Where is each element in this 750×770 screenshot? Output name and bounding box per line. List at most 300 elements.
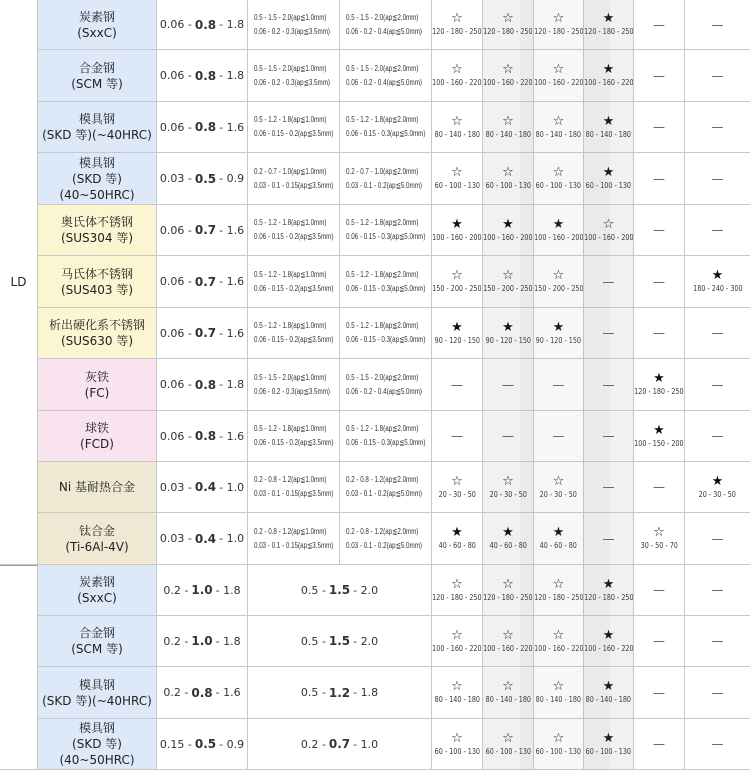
feed-max: - 1.6 [219,326,245,340]
feed-recommended: 1.0 [191,634,213,648]
grade-cell [685,256,750,308]
cutting-speed: 20 - 30 - 50 [489,489,527,499]
star-filled-icon: ★ [711,473,724,489]
grade-cell [483,102,534,153]
depth-of-cut-cell [248,565,432,616]
grade-cell [584,0,634,50]
feed-cell [157,719,248,770]
grade-cell [534,513,584,565]
feed-max: - 1.6 [219,429,245,443]
material-name: 马氏体不锈钢 [60,266,133,281]
feed-min: 0.06 - [159,429,192,443]
feed-cell [157,411,248,462]
cutting-speed: 100 - 160 - 200 [432,232,482,242]
material-name: 模具钢 [78,677,115,692]
star-filled-icon: ★ [552,319,565,335]
dash-icon: — [711,429,724,443]
depth-of-cut-cell-b [340,513,432,565]
feed-recommended: 0.8 [194,17,217,32]
cutting-speed: 90 - 120 - 150 [485,335,531,345]
material-spec: (SKD 等)(40~50HRC) [59,171,135,202]
depth-line: 0.03 - 0.1 - 0.2(ap≦5.0mm) [346,540,422,550]
dash-icon: — [653,480,665,494]
depth-of-cut-cell [248,616,432,667]
depth-of-cut-cell-a [248,411,340,462]
star-outline-icon: ☆ [552,11,565,26]
grade-cell [584,102,634,153]
grade-cell [634,719,685,770]
depth-line: 0.2 - 0.7 - 1.0(ap≦2.0mm) [346,166,419,176]
star-outline-icon: ☆ [552,113,565,129]
depth-of-cut-cell-a [248,153,340,205]
dash-icon: — [602,326,615,340]
feed-max: - 1.8 [219,18,245,31]
depth-min: 0.5 - [300,686,326,699]
star-outline-icon: ☆ [451,679,463,694]
feed-cell [157,513,248,565]
cutting-speed: 60 - 100 - 130 [585,746,632,756]
grade-cell [534,462,584,513]
grade-cell [483,359,534,411]
depth-of-cut-cell-a [248,256,340,308]
feed-min: 0.03 - [159,532,192,545]
dash-icon: — [602,429,615,443]
material-name: 球铁 [84,421,109,435]
material-spec: (SUS304 等) [60,231,134,245]
star-outline-icon: ☆ [552,730,565,746]
cutting-speed: 20 - 30 - 50 [698,489,737,499]
material-name: 炭素钢 [78,9,115,24]
material-spec: (FC) [84,385,110,400]
star-outline-icon: ☆ [451,473,463,489]
depth-max: - 2.0 [353,583,379,597]
grade-cell [584,411,634,462]
material-cell [38,205,157,256]
grade-cell [584,719,634,770]
feed-max: - 1.6 [219,223,245,237]
star-outline-icon: ☆ [502,11,514,26]
material-cell [38,50,157,102]
grade-cell [432,411,483,462]
feed-cell [157,0,248,50]
star-outline-icon: ☆ [451,165,463,180]
material-name: 炭素钢 [78,575,115,589]
star-outline-icon: ☆ [552,62,565,77]
feed-min: 0.2 - [163,583,189,597]
grade-cell [432,616,483,667]
cutting-speed: 40 - 60 - 80 [489,541,527,550]
cutting-speed: 150 - 200 - 250 [534,284,584,293]
dash-icon: — [653,685,665,700]
depth-of-cut-cell [248,667,432,719]
cutting-speed: 100 - 160 - 220 [483,78,533,87]
grade-cell [685,153,750,205]
grade-cell [685,513,750,565]
grade-cell [634,565,685,616]
grade-cell [584,462,634,513]
feed-min: 0.06 - [159,326,192,340]
cutting-speed: 100 - 160 - 200 [584,232,634,242]
star-outline-icon: ☆ [502,679,514,694]
dash-icon: — [653,583,665,597]
material-spec: (SxxC) [77,25,117,40]
grade-cell [685,667,750,719]
feed-min: 0.06 - [159,275,192,288]
depth-line: 0.5 - 1.2 - 1.8(ap≦2.0mm) [346,424,419,433]
dash-icon: — [653,326,665,340]
depth-of-cut-cell-a [248,308,340,359]
group-label-cell [0,0,38,565]
grade-cell [634,153,685,205]
material-cell [38,667,157,719]
grade-cell [584,359,634,411]
feed-recommended: 0.7 [194,223,217,237]
feed-cell [157,565,248,616]
dash-icon: — [552,429,565,443]
dash-icon: — [653,17,665,32]
material-name: 合金钢 [78,626,115,640]
material-spec: (FCD) [80,437,114,451]
grade-cell [584,667,634,719]
grade-cell [432,462,483,513]
grade-cell [584,513,634,565]
grade-cell [432,719,483,770]
dash-icon: — [711,17,724,32]
grade-cell [634,359,685,411]
star-filled-icon: ★ [451,319,463,335]
star-filled-icon: ★ [502,319,514,335]
star-filled-icon: ★ [602,679,615,694]
feed-cell [157,359,248,411]
dash-icon: — [451,377,463,392]
material-spec: (SKD 等)(40~50HRC) [59,737,135,767]
material-name: 析出硬化系不锈钢 [48,318,145,332]
star-outline-icon: ☆ [552,268,565,283]
group-label-cell [0,565,38,770]
cutting-speed: 100 - 160 - 220 [432,643,482,653]
grade-cell [483,667,534,719]
grade-cell [634,513,685,565]
cutting-speed: 150 - 200 - 250 [483,284,533,293]
material-cell [38,411,157,462]
dash-icon: — [711,634,724,648]
depth-line: 0.5 - 1.5 - 2.0(ap≦1.0mm) [254,372,327,382]
feed-cell [157,256,248,308]
cutting-speed: 100 - 160 - 220 [584,643,634,653]
grade-cell [584,616,634,667]
depth-recommended: 1.5 [328,583,351,597]
grade-cell [432,359,483,411]
feed-min: 0.15 - [159,737,192,751]
feed-max: - 1.8 [219,378,245,391]
grade-cell [432,667,483,719]
grade-cell [534,411,584,462]
dash-icon: — [502,377,514,392]
cutting-speed: 150 - 200 - 250 [432,284,482,293]
depth-of-cut-cell-b [340,205,432,256]
material-name: 钛合金 [78,523,115,538]
depth-line: 0.06 - 0.15 - 0.3(ap≦5.0mm) [346,438,426,447]
grade-cell [584,153,634,205]
feed-recommended: 0.8 [191,685,213,700]
depth-line: 0.5 - 1.2 - 1.8(ap≦1.0mm) [254,269,327,279]
depth-recommended: 0.7 [328,737,351,751]
star-filled-icon: ★ [653,371,665,386]
grade-cell [534,616,584,667]
material-cell [38,0,157,50]
grade-cell [432,205,483,256]
depth-line: 0.5 - 1.2 - 1.8(ap≦1.0mm) [254,424,327,433]
feed-cell [157,462,248,513]
dash-icon: — [711,531,724,546]
depth-of-cut-cell-a [248,50,340,102]
grade-cell [634,256,685,308]
depth-line: 0.06 - 0.15 - 0.2(ap≦3.5mm) [254,283,334,293]
grade-cell [534,205,584,256]
grade-cell [432,513,483,565]
depth-of-cut-cell-b [340,359,432,411]
grade-cell [432,256,483,308]
feed-cell [157,308,248,359]
depth-of-cut-cell-a [248,359,340,411]
depth-line: 0.06 - 0.2 - 0.4(ap≦5.0mm) [346,26,422,36]
grade-cell [483,0,534,50]
depth-line: 0.2 - 0.7 - 1.0(ap≦1.0mm) [254,166,327,176]
grade-cell [685,719,750,770]
depth-line: 0.06 - 0.2 - 0.4(ap≦5.0mm) [346,386,422,396]
dash-icon: — [653,120,665,134]
dash-icon: — [711,685,724,700]
depth-of-cut-cell [248,719,432,770]
grade-cell [584,50,634,102]
material-cell [38,462,157,513]
grade-cell [483,308,534,359]
star-outline-icon: ☆ [451,62,463,77]
dash-icon: — [502,429,514,443]
feed-recommended: 0.8 [194,377,217,392]
dash-icon: — [602,274,615,289]
feed-max: - 1.6 [215,686,241,699]
material-cell [38,719,157,770]
depth-line: 0.2 - 0.8 - 1.2(ap≦1.0mm) [254,475,327,484]
feed-recommended: 0.4 [194,480,217,494]
feed-max: - 1.6 [219,120,245,134]
cutting-speed: 120 - 180 - 250 [483,27,533,36]
dash-icon: — [602,480,615,494]
depth-line: 0.06 - 0.2 - 0.3(ap≦3.5mm) [254,386,330,396]
dash-icon: — [653,737,665,751]
cutting-speed: 40 - 60 - 80 [539,541,578,550]
material-name: 奥氏体不锈钢 [60,215,133,229]
feed-recommended: 0.7 [194,274,217,289]
depth-line: 0.5 - 1.5 - 2.0(ap≦2.0mm) [346,12,419,22]
star-outline-icon: ☆ [552,679,565,694]
grade-cell [483,205,534,256]
cutting-speed: 80 - 140 - 180 [485,129,531,139]
star-outline-icon: ☆ [502,62,514,77]
grade-cell [432,308,483,359]
cutting-speed: 60 - 100 - 130 [434,181,480,190]
grade-cell [432,50,483,102]
depth-line: 0.06 - 0.15 - 0.3(ap≦5.0mm) [346,129,426,138]
cutting-speed: 90 - 120 - 150 [535,335,582,345]
grade-cell [534,719,584,770]
cutting-speed: 120 - 180 - 250 [534,27,584,36]
star-filled-icon: ★ [552,216,565,232]
material-cell [38,256,157,308]
material-cell [38,565,157,616]
star-filled-icon: ★ [502,216,514,232]
feed-min: 0.06 - [159,18,192,31]
cutting-speed: 120 - 180 - 250 [534,592,584,602]
grade-cell [534,359,584,411]
cutting-speed: 100 - 160 - 200 [534,232,584,242]
star-outline-icon: ☆ [653,525,665,540]
cutting-speed: 80 - 140 - 180 [434,129,480,139]
material-spec: (SUS630 等) [60,334,134,348]
depth-line: 0.06 - 0.15 - 0.2(ap≦3.5mm) [254,335,334,344]
feed-recommended: 0.5 [194,737,217,751]
grade-cell [483,462,534,513]
grade-cell [634,308,685,359]
feed-max: - 1.0 [219,532,245,545]
cutting-speed: 80 - 140 - 180 [434,695,480,704]
cutting-speed: 120 - 180 - 250 [483,592,533,602]
star-filled-icon: ★ [602,113,615,129]
material-cell [38,308,157,359]
grade-cell [685,565,750,616]
material-name: 合金钢 [78,60,115,75]
feed-min: 0.03 - [159,480,192,494]
grade-cell [534,308,584,359]
depth-line: 0.03 - 0.1 - 0.15(ap≦3.5mm) [254,180,334,190]
cutting-speed: 180 - 240 - 300 [692,284,743,293]
grade-cell [584,565,634,616]
feed-recommended: 0.5 [194,171,217,186]
group-label: LD [10,275,27,289]
depth-line: 0.03 - 0.1 - 0.2(ap≦5.0mm) [346,180,422,190]
feed-cell [157,153,248,205]
dash-icon: — [451,429,463,443]
grade-cell [483,50,534,102]
star-outline-icon: ☆ [451,11,463,26]
grade-cell [432,0,483,50]
depth-line: 0.5 - 1.2 - 1.8(ap≦2.0mm) [346,269,419,279]
cutting-speed: 20 - 30 - 50 [438,489,476,499]
dash-icon: — [711,223,724,237]
depth-line: 0.5 - 1.5 - 2.0(ap≦1.0mm) [254,12,327,22]
star-filled-icon: ★ [451,216,463,232]
dash-icon: — [653,171,665,186]
depth-of-cut-cell-a [248,462,340,513]
material-spec: (SCM 等) [71,642,123,656]
depth-line: 0.03 - 0.1 - 0.15(ap≦3.5mm) [254,489,334,498]
material-spec: (SKD 等)(~40HRC) [42,128,152,142]
star-filled-icon: ★ [653,422,665,438]
depth-line: 0.5 - 1.5 - 2.0(ap≦1.0mm) [254,63,327,73]
cutting-speed: 90 - 120 - 150 [434,335,480,345]
feed-max: - 1.8 [215,583,241,597]
star-filled-icon: ★ [602,11,615,26]
feed-min: 0.03 - [159,172,192,185]
depth-line: 0.06 - 0.15 - 0.3(ap≦5.0mm) [346,232,426,241]
cutting-speed: 80 - 140 - 180 [535,129,582,139]
grade-cell [534,0,584,50]
material-cell [38,153,157,205]
cutting-speed: 60 - 100 - 130 [434,746,480,756]
grade-cell [634,102,685,153]
grade-cell [634,616,685,667]
grade-cell [584,205,634,256]
feed-recommended: 1.0 [191,583,213,597]
depth-of-cut-cell-b [340,102,432,153]
depth-line: 0.03 - 0.1 - 0.2(ap≦5.0mm) [346,489,422,498]
cutting-speed: 60 - 100 - 130 [485,746,531,756]
grade-cell [634,667,685,719]
dash-icon: — [653,223,665,237]
grade-cell [483,153,534,205]
grade-cell [483,256,534,308]
star-outline-icon: ☆ [552,627,565,643]
star-outline-icon: ☆ [552,165,565,180]
depth-recommended: 1.2 [328,685,351,700]
star-outline-icon: ☆ [502,473,514,489]
cutting-speed: 80 - 140 - 180 [585,695,632,704]
dash-icon: — [711,377,724,392]
feed-min: 0.2 - [163,634,189,648]
grade-cell [534,256,584,308]
depth-of-cut-cell-a [248,513,340,565]
star-filled-icon: ★ [602,730,615,746]
star-filled-icon: ★ [451,525,463,540]
feed-min: 0.06 - [159,120,192,134]
dash-icon: — [711,326,724,340]
cutting-speed: 60 - 100 - 130 [485,181,531,190]
grade-cell [634,50,685,102]
cutting-speed: 80 - 140 - 180 [585,129,632,139]
star-outline-icon: ☆ [502,576,514,592]
material-spec: (SCM 等) [71,76,123,91]
star-outline-icon: ☆ [502,113,514,129]
grade-cell [534,565,584,616]
cutting-speed: 120 - 180 - 250 [584,27,634,36]
dash-icon: — [711,171,724,186]
dash-icon: — [711,737,724,751]
star-outline-icon: ☆ [451,627,463,643]
cutting-speed: 120 - 180 - 250 [634,387,684,396]
depth-of-cut-cell-b [340,50,432,102]
depth-of-cut-cell-b [340,0,432,50]
feed-recommended: 0.8 [194,120,217,134]
material-name: 模具钢 [78,155,115,170]
feed-min: 0.06 - [159,69,192,82]
cutting-speed: 100 - 160 - 220 [483,643,533,653]
star-outline-icon: ☆ [552,473,565,489]
star-outline-icon: ☆ [552,576,565,592]
material-name: Ni 基耐热合金 [58,480,136,494]
depth-of-cut-cell-a [248,205,340,256]
grade-cell [685,616,750,667]
grade-cell [534,102,584,153]
depth-min: 0.5 - [300,634,326,648]
grade-cell [685,0,750,50]
depth-of-cut-cell-b [340,462,432,513]
dash-icon: — [653,634,665,648]
star-outline-icon: ☆ [451,268,463,283]
grade-cell [584,256,634,308]
feed-max: - 0.9 [219,172,245,185]
material-cell [38,102,157,153]
